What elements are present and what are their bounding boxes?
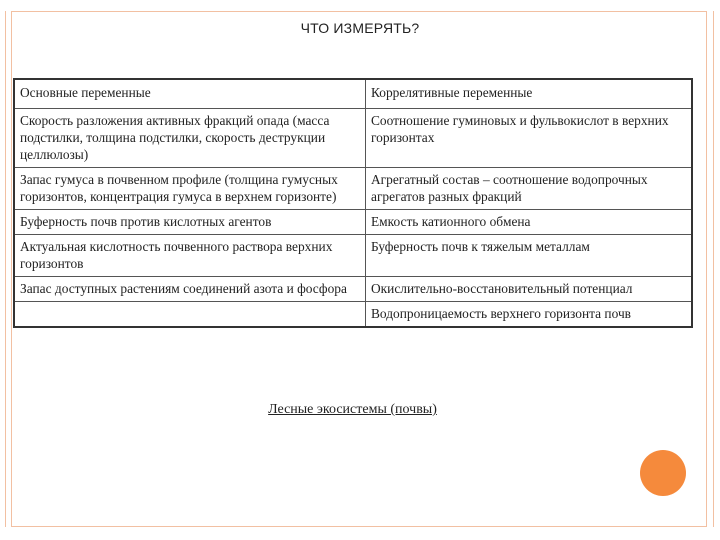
table-header-row xyxy=(14,79,692,109)
table-cell-correlative: Агрегатный состав – соотношение водопрочных агрегатов разных фракций xyxy=(366,168,693,210)
table-cell-main: Запас доступных растениям соединений азота и фосфора xyxy=(14,277,366,302)
table-cell-main: Буферность почв против кислотных агентов xyxy=(14,210,366,235)
table-cell-correlative: Водопроницаемость верхнего горизонта почв xyxy=(366,302,693,328)
table-cell-correlative: Соотношение гуминовых и фульвокислот в верхних горизонтах xyxy=(366,109,693,168)
table-row xyxy=(14,302,692,328)
table-row xyxy=(14,109,692,168)
table-cell-main xyxy=(14,302,366,328)
table-row xyxy=(14,168,692,210)
table-row xyxy=(14,277,692,302)
frame-left-rule xyxy=(5,11,6,527)
page-title: ЧТО ИЗМЕРЯТЬ? xyxy=(300,20,420,36)
variables-table xyxy=(13,78,693,328)
header-main-variables: Основные переменные xyxy=(14,79,366,109)
table-cell-correlative: Буферность почв к тяжелым металлам xyxy=(366,235,693,277)
table-cell-main: Актуальная кислотность почвенного раствора верхних горизонтов xyxy=(14,235,366,277)
frame-right-rule xyxy=(713,11,714,527)
table-cell-main: Запас гумуса в почвенном профиле (толщина гумусных горизонтов, концентрация гумуса в верхнем горизонте) xyxy=(14,168,366,210)
caption-link: Лесные экосистемы (почвы) xyxy=(268,402,437,417)
table-cell-correlative: Емкость катионного обмена xyxy=(366,210,693,235)
decorative-circle xyxy=(640,450,686,496)
table-cell-correlative: Окислительно-восстановительный потенциал xyxy=(366,277,693,302)
header-correlative-variables: Коррелятивные переменные xyxy=(366,79,693,109)
table-row xyxy=(14,210,692,235)
table-cell-main: Скорость разложения активных фракций опада (масса подстилки, толщина подстилки, скорость деструкции целлюлозы) xyxy=(14,109,366,168)
table-row xyxy=(14,235,692,277)
